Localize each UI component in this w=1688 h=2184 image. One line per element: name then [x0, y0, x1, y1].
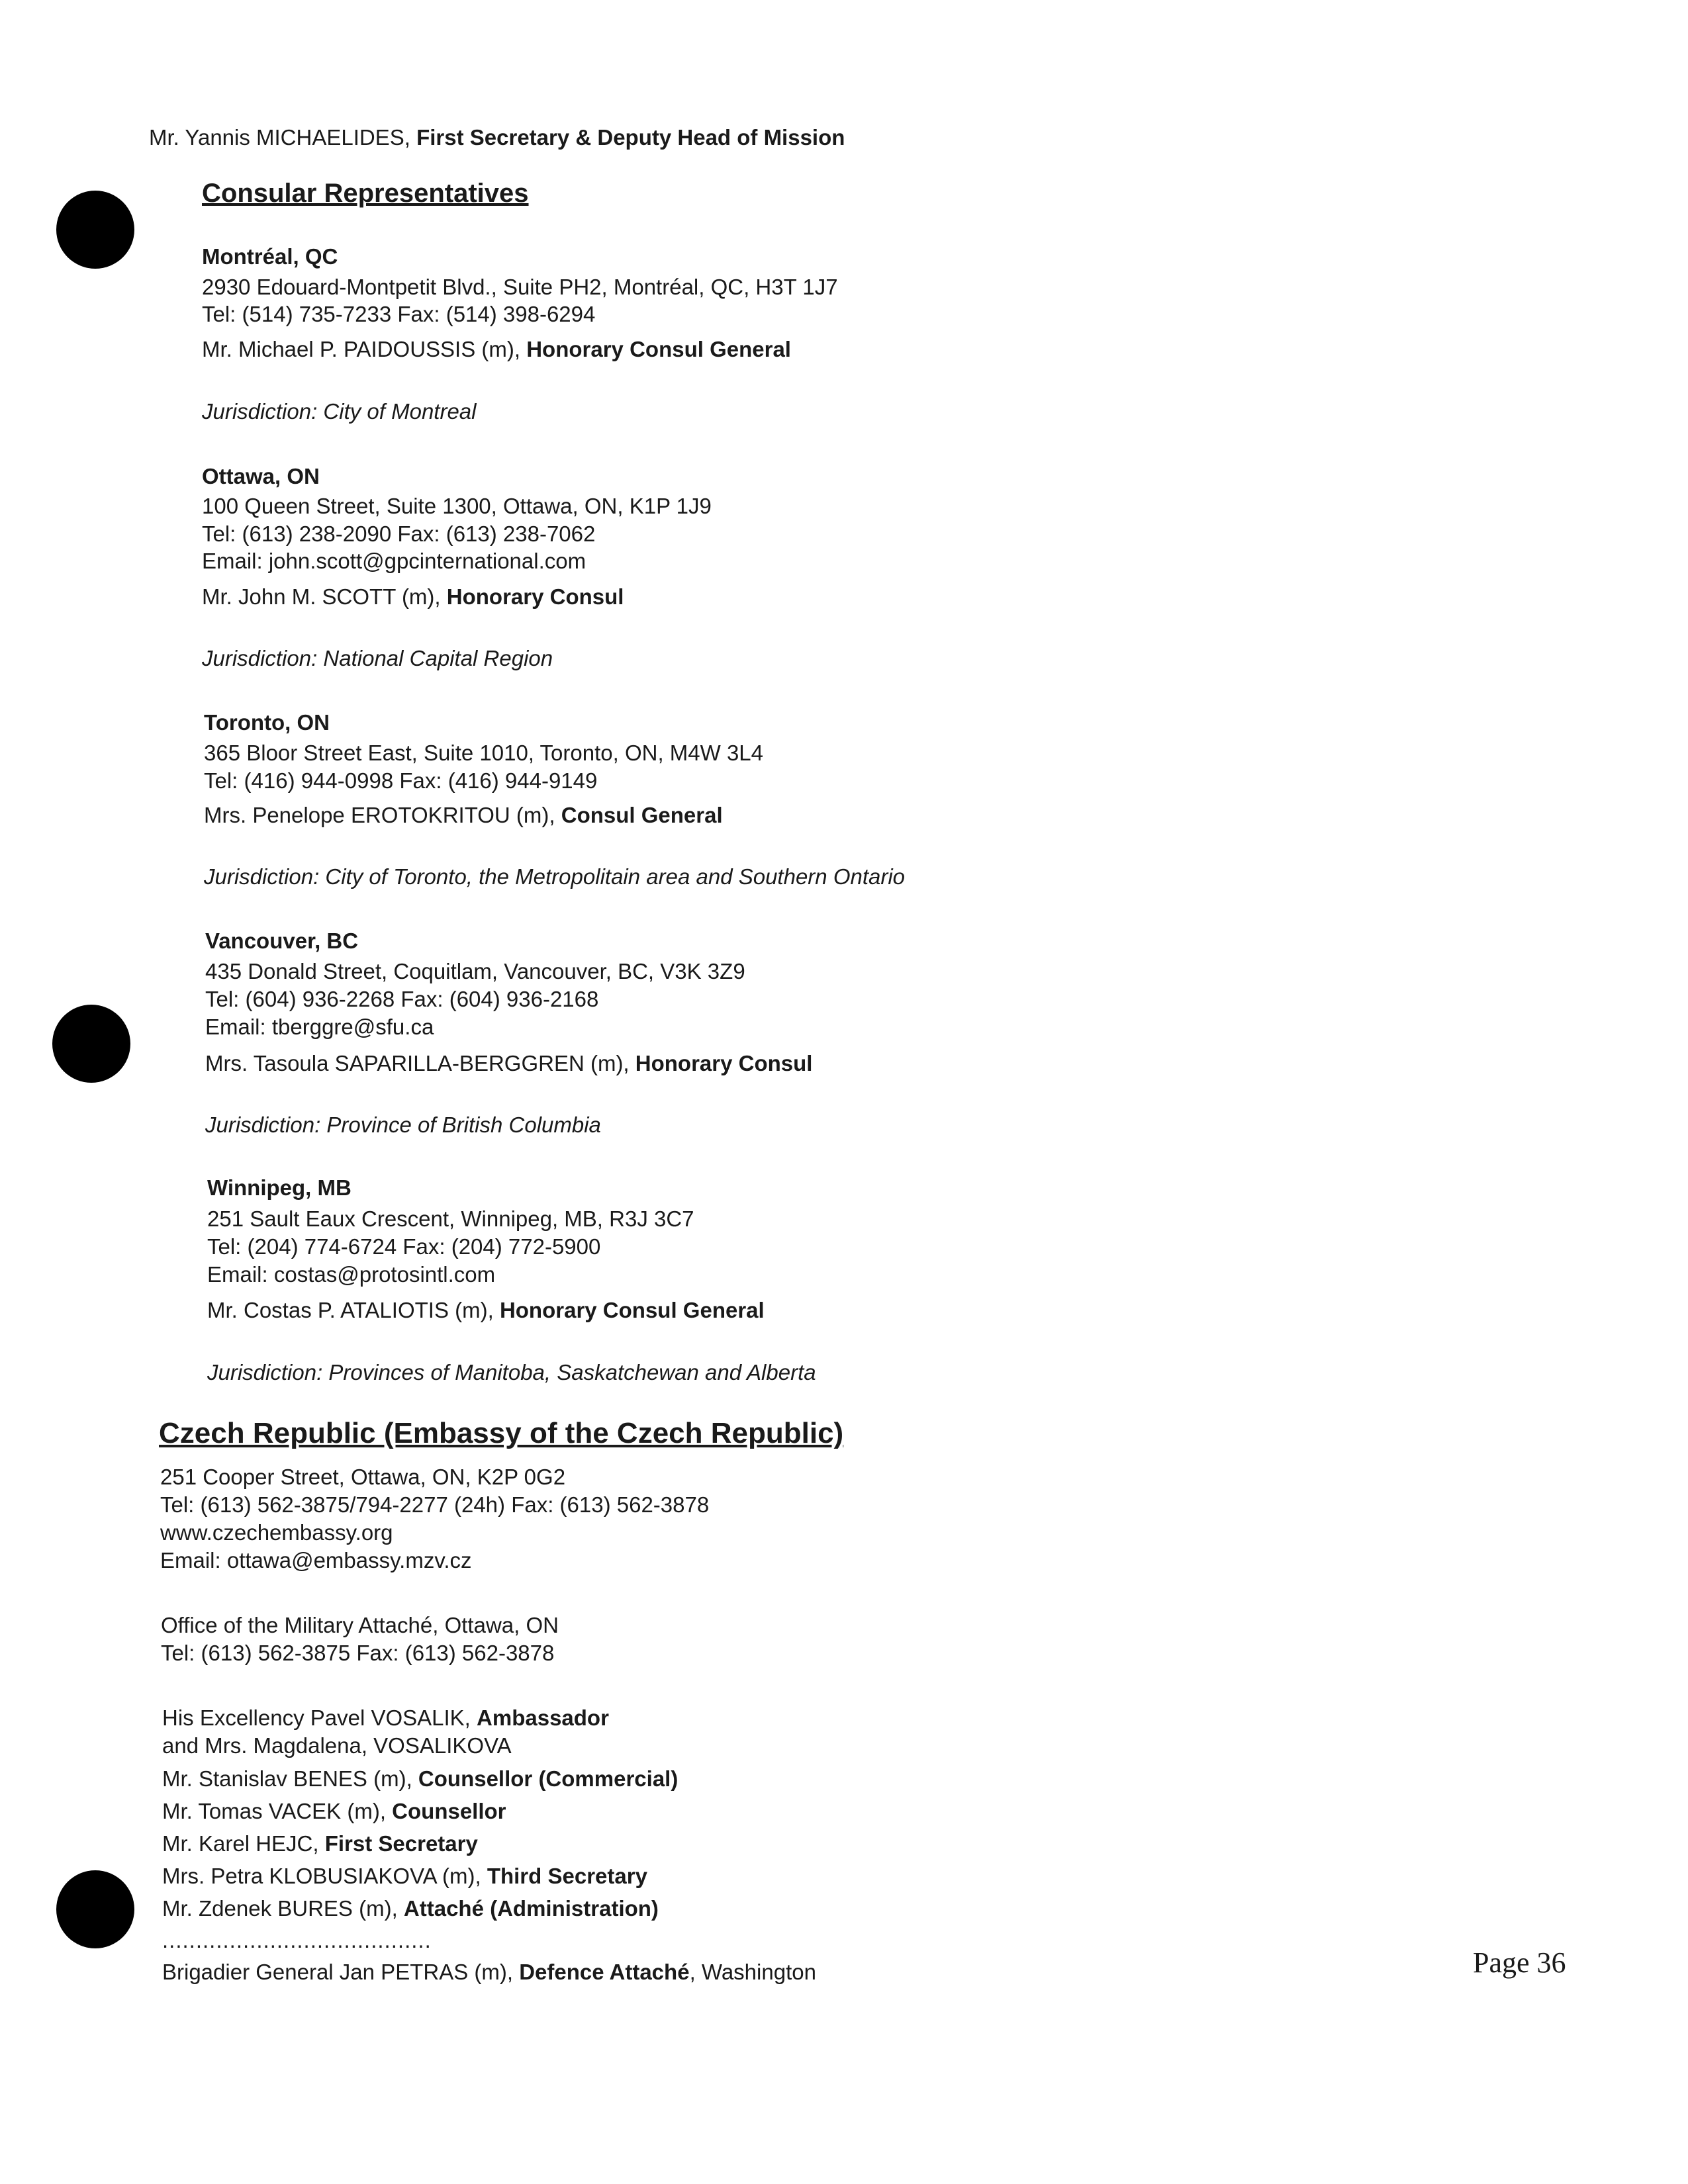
person-title: Honorary Consul General: [499, 1298, 765, 1322]
tel-line: Tel: (514) 735-7233 Fax: (514) 398-6294: [202, 302, 596, 326]
person-title: Attaché (Administration): [403, 1896, 659, 1921]
jurisdiction-label: Jurisdiction:: [202, 399, 324, 424]
jurisdiction-value: City of Toronto, the Metropolitain area and Southern Ontario: [325, 864, 906, 889]
punch-hole-top: [56, 191, 134, 269]
consulate-city: Vancouver, BC: [205, 929, 359, 953]
person-title: Honorary Consul General: [526, 337, 791, 361]
person-name: His Excellency Pavel VOSALIK,: [162, 1706, 477, 1730]
staff-line: [162, 1863, 647, 1889]
jurisdiction-line: [202, 398, 477, 425]
person-title: Honorary Consul: [635, 1051, 813, 1075]
jurisdiction-value: Provinces of Manitoba, Saskatchewan and Alberta: [328, 1360, 816, 1385]
person-name: Mrs. Penelope EROTOKRITOU (m),: [204, 803, 561, 827]
jurisdiction-line: [205, 1112, 601, 1138]
person-title: First Secretary & Deputy Head of Mission: [416, 125, 845, 150]
punch-hole-middle: [52, 1005, 130, 1083]
person-title: First Secretary: [324, 1831, 478, 1856]
person-line: [202, 336, 791, 363]
email-line: Email: tberggre@sfu.ca: [205, 1015, 434, 1039]
person-name: Mr. Michael P. PAIDOUSSIS (m),: [202, 337, 527, 361]
consulate-city: Winnipeg, MB: [207, 1175, 352, 1200]
staff-line: [162, 1705, 609, 1731]
page-number: Page 36: [1473, 1946, 1566, 1979]
person-title: Third Secretary: [487, 1864, 647, 1888]
attache-tel: Tel: (613) 562-3875 Fax: (613) 562-3878: [161, 1641, 555, 1665]
jurisdiction-label: Jurisdiction:: [204, 864, 326, 889]
location-suffix: , Washington: [689, 1960, 816, 1984]
staff-line: [162, 1766, 678, 1792]
jurisdiction-label: Jurisdiction:: [207, 1360, 329, 1385]
person-title: Ambassador: [477, 1706, 609, 1730]
person-name: Mr. Zdenek BURES (m),: [162, 1896, 404, 1921]
jurisdiction-value: Province of British Columbia: [326, 1113, 601, 1137]
jurisdiction-label: Jurisdiction:: [202, 646, 324, 670]
person-name: Mr. Yannis MICHAELIDES,: [149, 125, 417, 150]
person-title: Defence Attaché: [519, 1960, 690, 1984]
person-name: and Mrs. Magdalena, VOSALIKOVA: [162, 1733, 512, 1758]
jurisdiction-line: [207, 1359, 816, 1386]
person-title: Counsellor: [392, 1799, 506, 1823]
staff-line: [162, 1831, 478, 1857]
person-name: Mr. Tomas VACEK (m),: [162, 1799, 393, 1823]
email-line: Email: costas@protosintl.com: [207, 1262, 496, 1287]
header-line: [149, 124, 845, 151]
staff-line: [162, 1798, 506, 1825]
person-name: Brigadier General Jan PETRAS (m),: [162, 1960, 520, 1984]
section-heading: Consular Representatives: [202, 179, 529, 208]
defence-attache-line: [162, 1959, 816, 1985]
address-line: 100 Queen Street, Suite 1300, Ottawa, ON, K1P 1J9: [202, 494, 712, 518]
person-name: Mrs. Tasoula SAPARILLA-BERGGREN (m),: [205, 1051, 635, 1075]
person-name: Mr. John M. SCOTT (m),: [202, 584, 447, 609]
jurisdiction-line: [202, 645, 553, 672]
person-title: Consul General: [561, 803, 723, 827]
person-name: Mr. Karel HEJC,: [162, 1831, 325, 1856]
email-line: Email: john.scott@gpcinternational.com: [202, 549, 586, 573]
embassy-address: 251 Cooper Street, Ottawa, ON, K2P 0G2: [160, 1465, 566, 1489]
jurisdiction-value: National Capital Region: [323, 646, 553, 670]
attache-office: Office of the Military Attaché, Ottawa, ON: [161, 1613, 559, 1637]
jurisdiction-value: City of Montreal: [323, 399, 477, 424]
person-title: Honorary Consul: [446, 584, 624, 609]
person-line: [202, 584, 624, 610]
person-name: Mr. Costas P. ATALIOTIS (m),: [207, 1298, 500, 1322]
person-line: [204, 802, 723, 829]
staff-line: [162, 1733, 512, 1759]
tel-line: Tel: (416) 944-0998 Fax: (416) 944-9149: [204, 768, 598, 793]
address-line: 435 Donald Street, Coquitlam, Vancouver, BC, V3K 3Z9: [205, 959, 745, 983]
embassy-tel: Tel: (613) 562-3875/794-2277 (24h) Fax: (613) 562-3878: [160, 1492, 710, 1517]
embassy-email: Email: ottawa@embassy.mzv.cz: [160, 1548, 472, 1572]
dotted-separator: ........................................: [162, 1928, 432, 1952]
person-name: Mrs. Petra KLOBUSIAKOVA (m),: [162, 1864, 487, 1888]
consulate-city: Montréal, QC: [202, 244, 338, 269]
consulate-city: Ottawa, ON: [202, 464, 320, 488]
tel-line: Tel: (204) 774-6724 Fax: (204) 772-5900: [207, 1234, 601, 1259]
tel-line: Tel: (604) 936-2268 Fax: (604) 936-2168: [205, 987, 599, 1011]
staff-line: [162, 1895, 659, 1922]
address-line: 251 Sault Eaux Crescent, Winnipeg, MB, R3J 3C7: [207, 1206, 694, 1231]
jurisdiction-line: [204, 864, 905, 890]
punch-hole-bottom: [56, 1870, 134, 1948]
person-name: Mr. Stanislav BENES (m),: [162, 1766, 418, 1791]
address-line: 365 Bloor Street East, Suite 1010, Toronto, ON, M4W 3L4: [204, 741, 764, 765]
person-line: [205, 1050, 812, 1077]
jurisdiction-label: Jurisdiction:: [205, 1113, 327, 1137]
person-title: Counsellor (Commercial): [418, 1766, 679, 1791]
address-line: 2930 Edouard-Montpetit Blvd., Suite PH2, Montréal, QC, H3T 1J7: [202, 275, 838, 299]
consulate-city: Toronto, ON: [204, 710, 330, 735]
tel-line: Tel: (613) 238-2090 Fax: (613) 238-7062: [202, 522, 596, 546]
country-heading: Czech Republic (Embassy of the Czech Republic): [159, 1417, 844, 1449]
embassy-website: www.czechembassy.org: [160, 1520, 393, 1545]
person-line: [207, 1297, 765, 1324]
